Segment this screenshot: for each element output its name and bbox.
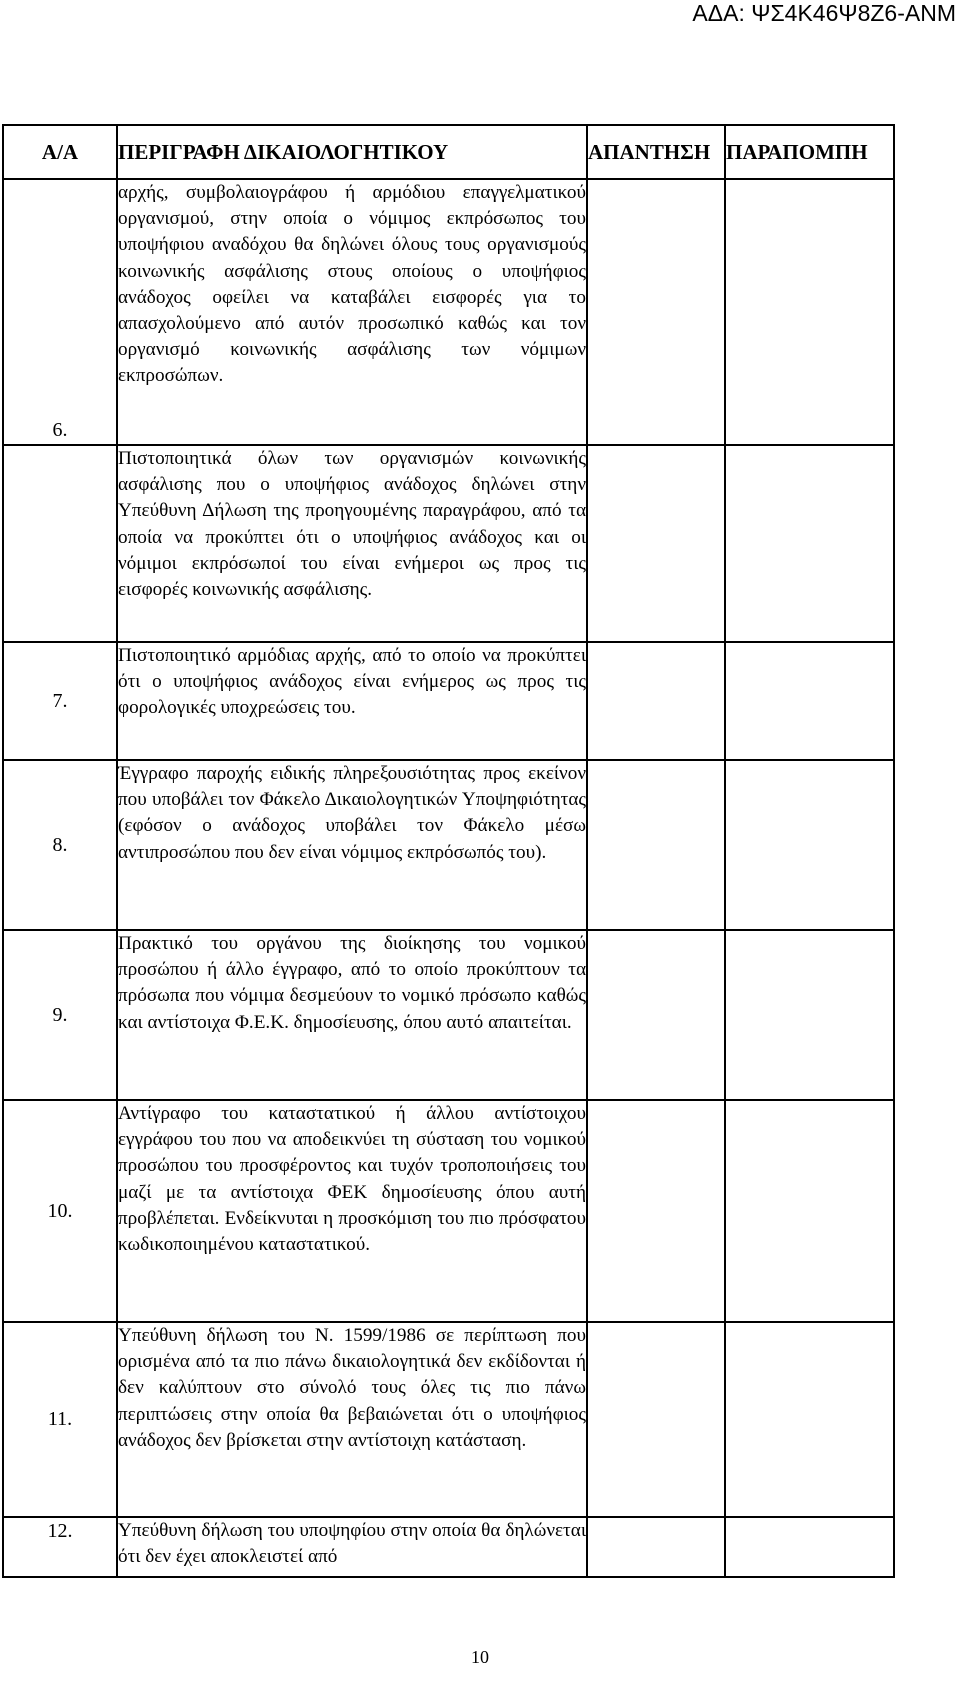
- answer-cell[interactable]: [587, 445, 725, 642]
- description-text: Πιστοποιητικά όλων των οργανισμών κοινωνικής ασφάλισης που ο υποψήφιος ανάδοχος δηλώνει στην Υπεύθυνη Δήλωση της προηγουμένης παραγράφου, από τα οποία να προκύπτει ότι ο υποψήφιος ανάδοχος και οι νόμιμοι εκπρόσωποί του είναι ενήμεροι ως προς τις εισφορές κοινωνικής ασφάλισης.: [118, 448, 586, 601]
- row-description: [117, 445, 587, 642]
- column-header-description: ΠΕΡΙΓΡΑΦΗ ΔΙΚΑΙΟΛΟΓΗΤΙΚΟΥ: [117, 125, 587, 179]
- row-description: [117, 642, 587, 760]
- row-number: 11.: [3, 1322, 117, 1517]
- row-description: [117, 1322, 587, 1517]
- row-number: 8.: [3, 760, 117, 930]
- column-header-reference: ΠΑΡΑΠΟΜΠΗ: [725, 125, 894, 179]
- table-row: [3, 642, 894, 760]
- reference-cell[interactable]: [725, 1100, 894, 1322]
- supporting-documents-table: [2, 124, 895, 1578]
- description-text: Πρακτικό του οργάνου της διοίκησης του νομικού προσώπου ή άλλο έγγραφο, από το οποίο προκύπτουν τα πρόσωπα που νόμιμα δεσμεύουν το νομικό πρόσωπο καθώς και αντίστοιχα Φ.Ε.Κ. δημοσίευσης, όπου αυτό απαιτείται.: [118, 933, 586, 1033]
- answer-cell[interactable]: [587, 1100, 725, 1322]
- row-description: [117, 930, 587, 1100]
- description-text: Έγγραφο παροχής ειδικής πληρεξουσιότητας προς εκείνον που υποβάλει τον Φάκελο Δικαιολογητικών Υποψηφιότητας (εφόσον ο ανάδοχος υποβάλει τον Φάκελο μέσω αντιπροσώπου που δεν είναι νόμιμος εκπρόσωπός του).: [118, 763, 586, 863]
- row-description: [117, 1517, 587, 1577]
- page-number: 10: [471, 1647, 489, 1667]
- description-text: Υπεύθυνη δήλωση του υποψηφίου στην οποία θα δηλώνεται ότι δεν έχει αποκλειστεί από: [118, 1520, 586, 1568]
- row-number: 10.: [3, 1100, 117, 1322]
- table-row: [3, 179, 894, 445]
- answer-cell[interactable]: [587, 179, 725, 445]
- reference-cell[interactable]: [725, 930, 894, 1100]
- description-text: Υπεύθυνη δήλωση του Ν. 1599/1986 σε περίπτωση που ορισμένα από τα πιο πάνω δικαιολογητικά δεν εκδίδονται ή δεν καλύπτουν στο σύνολό τους όλες τις πιο πάνω περιπτώσεις στην οποία θα βεβαιώνεται ότι ο υποψήφιος ανάδοχος δεν βρίσκεται στην αντίστοιχη κατάσταση.: [118, 1325, 586, 1451]
- column-header-aa: Α/Α: [3, 125, 117, 179]
- description-text: Αντίγραφο του καταστατικού ή άλλου αντίστοιχου εγγράφου του που να αποδεικνύει τη σύσταση του νομικού προσώπου του προσφέροντος και τυχόν τροποποιήσεις του μαζί με τα αντίστοιχα ΦΕΚ δημοσίευσης όπου αυτή προβλέπεται. Ενδείκνυται η προσκόμιση του πιο πρόσφατου κωδικοποιημένου καταστατικού.: [118, 1103, 586, 1256]
- table-header-row: [3, 125, 894, 179]
- reference-cell[interactable]: [725, 760, 894, 930]
- reference-cell[interactable]: [725, 1517, 894, 1577]
- row-description: [117, 179, 587, 445]
- column-header-answer: ΑΠΑΝΤΗΣΗ: [587, 125, 725, 179]
- row-number: 7.: [3, 642, 117, 760]
- table-row: [3, 1517, 894, 1577]
- table-row: [3, 930, 894, 1100]
- description-text: Πιστοποιητικό αρμόδιας αρχής, από το οποίο να προκύπτει ότι ο υποψήφιος ανάδοχος είναι ενήμερος ως προς τις φορολογικές υποχρεώσεις του.: [118, 645, 586, 719]
- row-number: 12.: [3, 1517, 117, 1577]
- table-row: [3, 1100, 894, 1322]
- reference-cell[interactable]: [725, 642, 894, 760]
- row-description: [117, 760, 587, 930]
- answer-cell[interactable]: [587, 1322, 725, 1517]
- row-number: [3, 445, 117, 642]
- reference-cell[interactable]: [725, 1322, 894, 1517]
- reference-cell[interactable]: [725, 445, 894, 642]
- answer-cell[interactable]: [587, 760, 725, 930]
- table-row: [3, 760, 894, 930]
- answer-cell[interactable]: [587, 1517, 725, 1577]
- answer-cell[interactable]: [587, 930, 725, 1100]
- description-text: αρχής, συμβολαιογράφου ή αρμόδιου επαγγελματικού οργανισμού, στην οποία ο νόμιμος εκπρόσωπος του υποψήφιου αναδόχου θα δηλώνει όλους τους οργανισμούς κοινωνικής ασφάλισης στους οποίους ο υποψήφιος ανάδοχος οφείλει να καταβάλει εισφορές για το απασχολούμενο από αυτόν προσωπικό καθώς και τον οργανισμό κοινωνικής ασφάλισης των νόμιμων εκπροσώπων.: [118, 182, 586, 387]
- row-number: 9.: [3, 930, 117, 1100]
- table-row: [3, 445, 894, 642]
- table-row: [3, 1322, 894, 1517]
- row-number: 6.: [3, 179, 117, 445]
- answer-cell[interactable]: [587, 642, 725, 760]
- ada-code: ΑΔΑ: ΨΣ4Κ46Ψ8Ζ6-ΑΝΜ: [692, 0, 956, 26]
- reference-cell[interactable]: [725, 179, 894, 445]
- row-description: [117, 1100, 587, 1322]
